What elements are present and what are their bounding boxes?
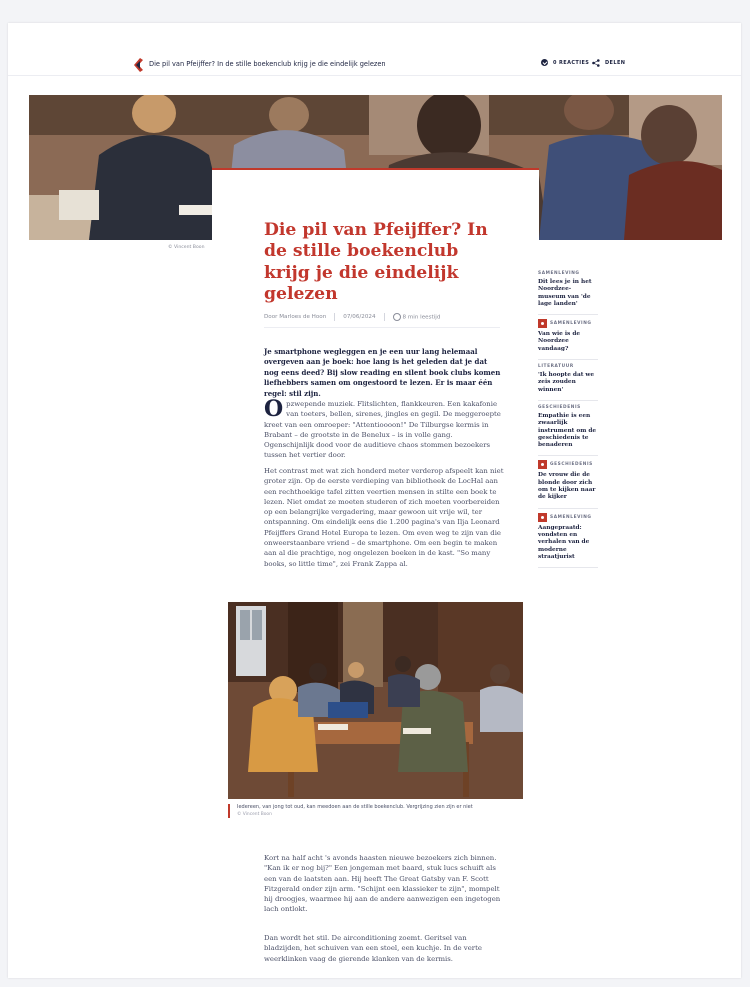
- share-button[interactable]: [592, 59, 625, 67]
- logo-icon[interactable]: [132, 58, 144, 72]
- article-page: [8, 23, 741, 978]
- related-category: GESCHIEDENIS: [538, 404, 581, 410]
- play-badge-icon: [538, 513, 547, 522]
- related-category: SAMENLEVING: [538, 319, 598, 328]
- paragraph-1-text: pzwepende muziek. Flitslichten, flankkeuren. Een kakafonie van toeters, bellen, sirenes, jingles en gegil. De meggeroepte kreet van een omroeper: "Attentioooon!" De Tilburgse kermis in Brabant – de grootste in de Benelux – is in volle gang. Ogenschijnlijk dood voor de auditieve chaos stommen bezoekers tussen het vertier door.: [264, 400, 501, 460]
- related-title: Van wie is de Noordzee vandaag?: [538, 331, 581, 352]
- related-item[interactable]: [538, 315, 598, 360]
- clock-icon: [393, 313, 401, 321]
- related-sidebar: [538, 267, 598, 568]
- byline-divider: [334, 313, 335, 321]
- publish-date: 07/06/2024: [343, 314, 376, 320]
- byline-divider: [384, 313, 385, 321]
- paragraph-2: Het contrast met wat zich honderd meter verderop afspeelt kan niet groter zijn. Op de eerste verdieping van bibliotheek de LocHal aan een rechthoekige tafel zitten veertien mensen in stilte een boek te lezen. Niet omdat ze moeten studeren of zich moeten voorbereiden op een belangrijke vergadering, maar gewoon uit vrije wil, ter ontspanning. Om eindelijk eens die 1.200 pagina's van Ilja Leonard Pfeijffers Grand Hotel Europa te lezen. Om even weg te zijn van die onweerstaanbare vriend – de smartphone. Om een begin te maken aan al die prachtige, nog ongelezen boeken in de kast. "So many books, so little time", zei Frank Zappa al.: [264, 467, 504, 568]
- related-category: SAMENLEVING: [538, 513, 598, 522]
- article-headline: Die pil van Pfeijffer? In de stille boekenclub krijg je die eindelijk gelezen: [264, 219, 488, 305]
- author: Door Marloes de Hoon: [264, 314, 327, 320]
- related-title: Aangepraatd: vondsten en verhalen van de moderne straatjurist: [538, 524, 590, 560]
- article-photo: [228, 602, 523, 799]
- related-category: GESCHIEDENIS: [538, 460, 598, 469]
- related-item[interactable]: [538, 456, 598, 508]
- related-title: Dit lees je in het Noordzee-museum van 'de lage landen': [538, 279, 592, 307]
- related-category: LITERATUUR: [538, 364, 574, 370]
- related-category: SAMENLEVING: [538, 271, 580, 276]
- related-title: De vrouw die de blonde door zich om te kijken naar de kijker: [538, 472, 596, 501]
- paragraph-1: [264, 396, 504, 461]
- dropcap: O: [264, 396, 284, 422]
- byline: [264, 307, 500, 328]
- share-icon: [592, 59, 600, 67]
- play-badge-icon: [538, 460, 547, 469]
- related-item[interactable]: [538, 509, 598, 568]
- related-title: 'Ik hoopte dat we zeis zouden winnen': [538, 372, 595, 393]
- reactions-button[interactable]: [541, 59, 589, 66]
- reactions-icon: [541, 59, 548, 66]
- related-title: Empathie is een zwaarlijk instrument om de geschiedenis te benaderen: [538, 412, 597, 449]
- caption-credit: © Vincent Boon: [237, 812, 272, 817]
- top-bar: [8, 23, 741, 76]
- play-badge-icon: [538, 319, 547, 328]
- share-label: DELEN: [605, 60, 626, 66]
- related-item[interactable]: [538, 267, 598, 315]
- paragraph-4: Dan wordt het stil. De airconditioning zoemt. Geritsel van bladzijden, het schuiven van een stoel, een kuchje. In de verte weerklinken vaag de gierende klanken van de kermis.: [264, 934, 482, 963]
- article-card: [212, 168, 539, 978]
- photo-caption: [228, 804, 532, 818]
- reactions-label: 0 REACTIES: [553, 59, 590, 66]
- caption-text: Iedereen, van jong tot oud, kan meedoen aan de stille boekenclub. Vergrijzing zien zijn er niet: [237, 804, 473, 810]
- related-item[interactable]: [538, 401, 598, 456]
- related-item[interactable]: [538, 360, 598, 401]
- topbar-article-title: Die pil van Pfeijffer? In de stille boekenclub krijg je die eindelijk gelezen: [149, 60, 386, 68]
- read-time: 8 min leestijd: [393, 313, 441, 321]
- article-intro: Je smartphone wegleggen en je een uur lang helemaal overgeven aan je boek: hoe lang is het geleden dat je dat nog eens deed? Bij slow reading en silent book clubs komen liefhebbers samen om ongestoord te lezen. Er is maar één regel: stil zijn.: [264, 347, 501, 398]
- paragraph-3: Kort na half acht 's avonds haasten nieuwe bezoekers zich binnen. "Kan ik er nog bij?" Een jongeman met baard, stuk lucs schuift als een van de laatsten aan. Hij heeft The Great Gatsby van F. Scott Fitzgerald onder zijn arm. "Schijnt een klassieker te zijn", mompelt hij droogjes, waarmee hij aan de andere aanwezigen een ingetogen lach ontlokt.: [264, 854, 501, 914]
- hero-image-credit: © Vincent Boon: [168, 245, 205, 250]
